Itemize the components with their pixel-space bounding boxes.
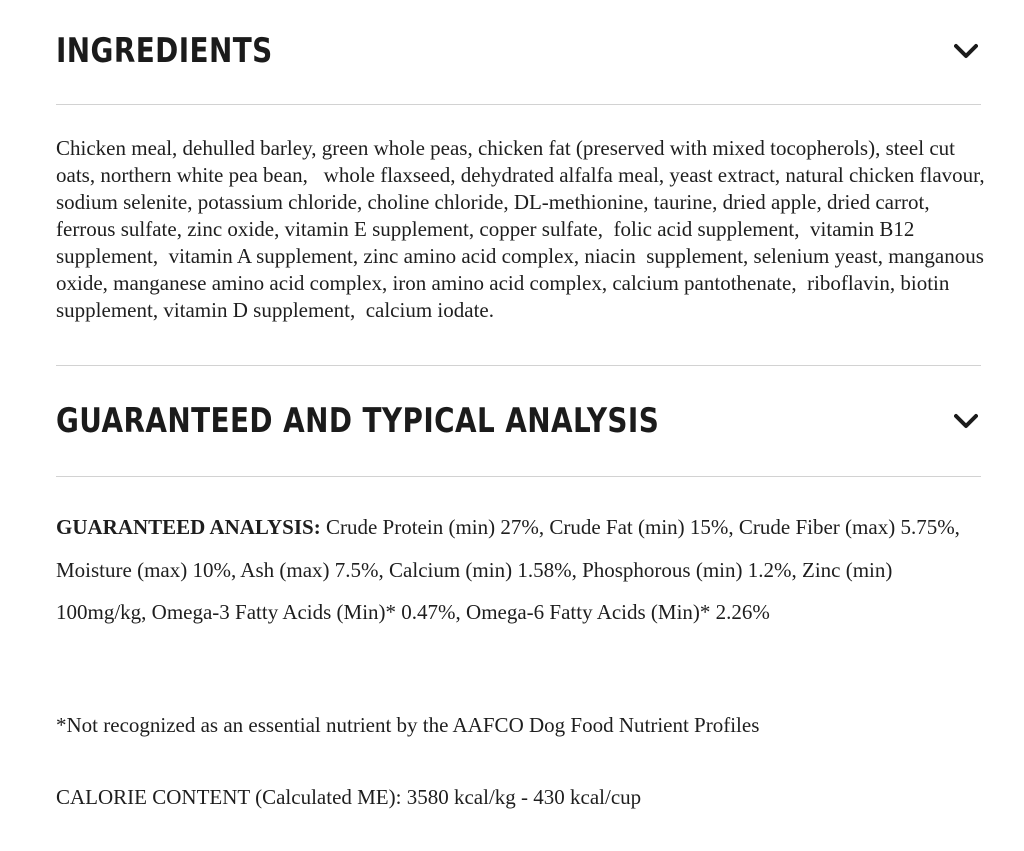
calorie-content: CALORIE CONTENT (Calculated ME): 3580 kcal/kg - 430 kcal/cup <box>56 785 642 809</box>
chevron-down-icon[interactable] <box>953 38 979 64</box>
ingredients-text: Chicken meal, dehulled barley, green whole peas, chicken fat (preserved with mixed tocopherols), steel cut oats, northern white pea bean, whole flaxseed, dehydrated alfalfa meal, yeast extract, natural chicken flavour, sodium selenite, potassium chloride, choline chloride, DL-methionine, taurine, dried apple, dried carrot, ferrous sulfate, zinc oxide, vitamin E supplement, copper sulfate, folic acid supplement, vitamin B12 supplement, vitamin A supplement, zinc amino acid complex, niacin supplement, selenium yeast, manganous oxide, manganese amino acid complex, iron amino acid complex, calcium pantothenate, riboflavin, biotin supplement, vitamin D supplement, calcium iodate. <box>56 136 990 322</box>
section-divider <box>56 365 981 366</box>
ingredients-accordion-header[interactable] <box>56 28 981 74</box>
guaranteed-analysis-paragraph <box>56 506 986 634</box>
ingredients-divider <box>56 104 981 105</box>
guaranteed-analysis-label: GUARANTEED ANALYSIS: <box>56 515 321 539</box>
ingredients-title: INGREDIENTS <box>56 31 273 71</box>
chevron-down-icon[interactable] <box>953 408 979 434</box>
guaranteed-analysis-values: Crude Protein (min) 27%, Crude Fat (min) 15%, Crude Fiber (max) 5.75%, Moisture (max) 10%, Ash (max) 7.5%, Calcium (min) 1.58%, Phosphorous (min) 1.2%, Zinc (min) 100mg/kg, Omega-3 Fatty Acids (Min)* 0.47%, Omega-6 Fatty Acids (Min)* 2.26% <box>56 515 960 624</box>
aafco-footnote: *Not recognized as an essential nutrient by the AAFCO Dog Food Nutrient Profiles <box>56 713 760 737</box>
analysis-divider <box>56 476 981 477</box>
analysis-title: GUARANTEED AND TYPICAL ANALYSIS <box>56 401 660 441</box>
analysis-accordion-header[interactable] <box>56 398 981 444</box>
